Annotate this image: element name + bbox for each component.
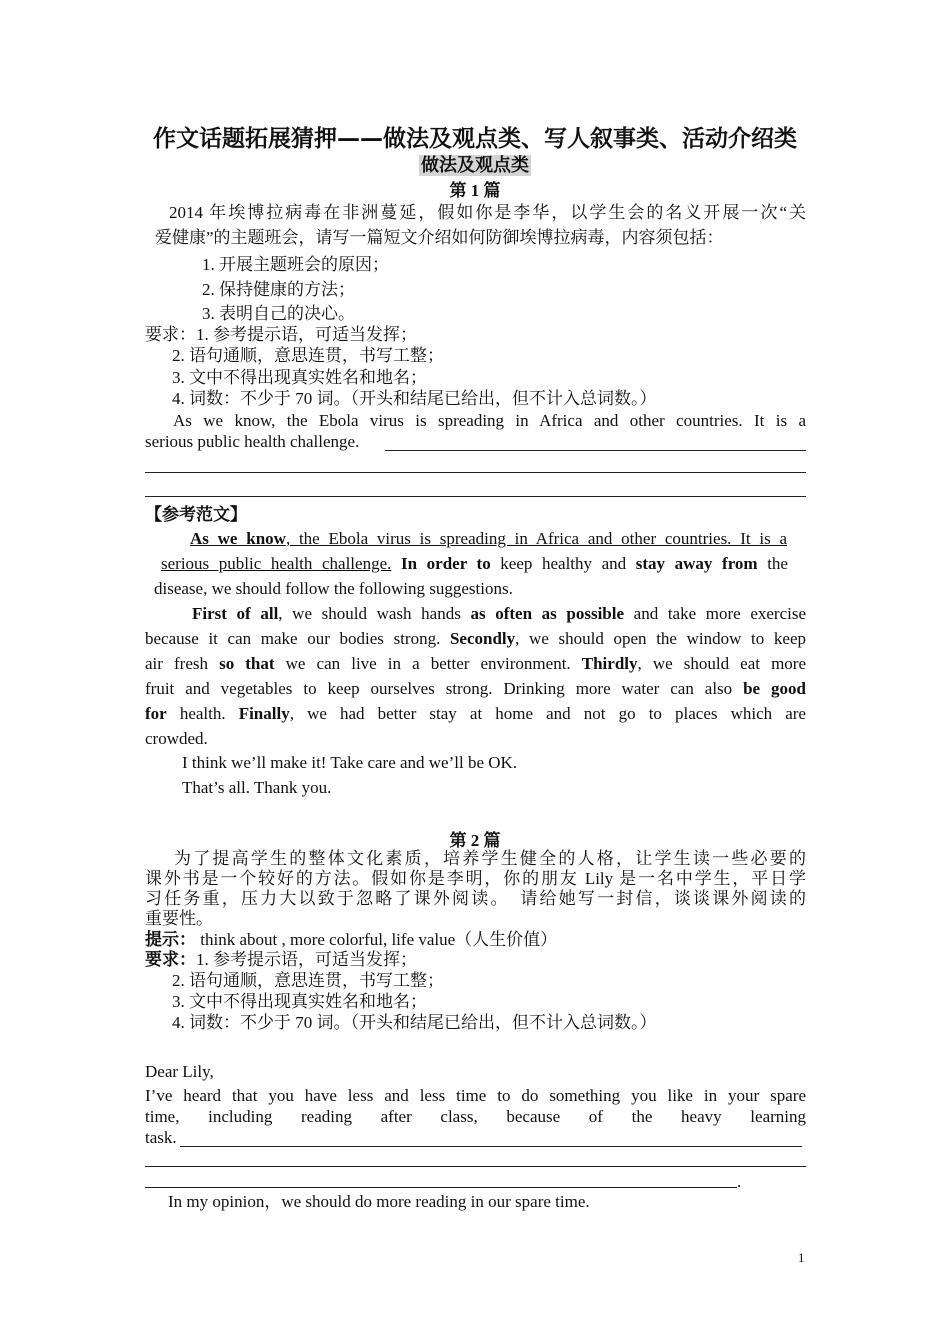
page-number: 1 [798, 1250, 805, 1265]
essay2-prompt-line2: 课外书是一个较好的方法。假如你是李明，你的朋友 Lily 是一名中学生，平日学 [145, 869, 806, 888]
sample-p2-line1 [145, 603, 806, 625]
letter-answer-line-3 [145, 1187, 737, 1188]
sample-p1-b2: stay away from [635, 554, 758, 573]
sample-p1-t2: the [757, 554, 788, 573]
essay1-answer-line-3 [145, 496, 806, 497]
essay1-req-3: 3. 文中不得出现真实姓名和地名； [172, 368, 427, 387]
sample-p2-l2-t1: because it can make our bodies strong. [145, 629, 450, 648]
sample-p2-line6: crowded. [145, 729, 208, 748]
essay1-req-label: 要求： [145, 325, 196, 344]
sample-p1-b1: In order to [400, 554, 491, 573]
sample-p2-l3-t3: , we should eat more [637, 654, 806, 673]
section-title-text: 做法及观点类 [421, 155, 529, 176]
sample-p2-line5 [145, 703, 806, 725]
essay2-prompt-line4: 重要性。 [145, 909, 213, 928]
sample-p1-t1: keep healthy and [490, 554, 636, 573]
sample-p2-l2-t2: , we should open the window to keep [515, 629, 806, 648]
sample-p2-l2-b1: Secondly [449, 629, 516, 648]
essay2-hint-label: 提示： [145, 930, 196, 949]
essay2-prompt-line1: 为了提高学生的整体文化素质，培养学生健全的人格，让学生读一些必要的 [174, 849, 806, 868]
sample-p2-l4-t1: fruit and vegetables to keep ourselves strong. Drinking more water can also [145, 679, 744, 698]
letter-line1: I’ve heard that you have less and less time to do something you like in your spare [145, 1086, 806, 1105]
sample-p2-b2: as often as possible [470, 604, 625, 623]
essay2-heading: 第 2 篇 [449, 831, 501, 850]
sample-p2-line2 [145, 628, 806, 650]
sample-p1-line3: disease, we should follow the following suggestions. [154, 579, 513, 598]
essay1-point-2: 2. 保持健康的方法； [202, 280, 355, 299]
essay2-req-2: 2. 语句通顺，意思连贯，书写工整； [172, 971, 444, 990]
sample-p2-l3-t2: we can live in a better environment. [274, 654, 582, 673]
essay1-start-line1: As we know, the Ebola virus is spreading in Africa and other countries. It is a [173, 411, 806, 430]
essay1-point-3: 3. 表明自己的决心。 [202, 304, 355, 323]
essay1-requirements [145, 324, 417, 346]
sample-p1-line2 [161, 553, 788, 575]
sample-p2-l5-t1: health. [166, 704, 239, 723]
letter-answer-line-2 [145, 1166, 806, 1167]
sample-p4: That’s all. Thank you. [182, 778, 332, 797]
sample-p1-under: serious public health challenge. [161, 554, 392, 573]
essay2-req-label: 要求： [145, 950, 196, 969]
letter-line3: task. [145, 1128, 177, 1147]
letter-answer-line-1 [180, 1146, 802, 1147]
sample-p2-l3-b1: so that [219, 654, 275, 673]
sample-p2-l5-b1: for [145, 704, 167, 723]
sample-p2-t1: , we should wash hands [278, 604, 471, 623]
sample-p2-l5-t2: , we had better stay at home and not go to places which are [289, 704, 806, 723]
sample-p2-l3-b2: Thirdly [581, 654, 638, 673]
sample-p2-b1: First of all [192, 604, 279, 623]
essay1-answer-line-2 [145, 472, 806, 473]
letter-period: . [737, 1172, 742, 1191]
sample-p3: I think we’ll make it! Take care and we’ll be OK. [182, 753, 518, 772]
essay1-answer-line-1 [385, 450, 806, 451]
letter-ending: In my opinion，we should do more reading in our spare time. [168, 1192, 590, 1211]
essay1-req-1: 1. 参考提示语，可适当发挥； [196, 325, 417, 344]
essay1-point-1: 1. 开展主题班会的原因； [202, 255, 389, 274]
letter-line2: time, including reading after class, because of the heavy learning [145, 1107, 806, 1126]
essay2-prompt-line3: 习任务重，压力大以致于忽略了课外阅读。 请给她写一封信，谈谈课外阅读的 [145, 889, 806, 908]
sample-p2-l3-t1: air fresh [145, 654, 220, 673]
sample-p2-l5-b2: Finally [238, 704, 290, 723]
essay1-req-4: 4. 词数：不少于 70 词。（开头和结尾已给出，但不计入总词数。） [172, 389, 657, 408]
essay2-requirements [145, 949, 417, 971]
essay2-req-3: 3. 文中不得出现真实姓名和地名； [172, 992, 427, 1011]
essay1-start-line2: serious public health challenge. [145, 432, 360, 451]
sample-p1-bold: As we know [190, 529, 286, 548]
section-title [0, 151, 950, 177]
letter-greeting: Dear Lily, [145, 1062, 214, 1081]
essay2-req-4: 4. 词数：不少于 70 词。（开头和结尾已给出，但不计入总词数。） [172, 1013, 657, 1032]
essay1-req-2: 2. 语句通顺，意思连贯，书写工整； [172, 346, 444, 365]
sample-p1-line1 [190, 528, 787, 550]
document-title: 作文话题拓展猜押——做法及观点类、写人叙事类、活动介绍类 [153, 126, 797, 152]
essay2-req-1: 1. 参考提示语，可适当发挥； [196, 950, 417, 969]
sample-p2-l4-b1: be good [743, 679, 806, 698]
essay1-prompt-line2: 爱健康”的主题班会，请写一篇短文介绍如何防御埃博拉病毒，内容须包括： [155, 228, 724, 247]
sample-p1-rest: , the Ebola virus is spreading in Africa and other countries. It is a [285, 529, 787, 548]
sample-p2-line3 [145, 653, 806, 675]
essay2-hint [145, 929, 557, 951]
sample-p2-t2: and take more exercise [624, 604, 807, 623]
sample-essay-label: 【参考范文】 [145, 505, 247, 524]
essay1-heading: 第 1 篇 [449, 181, 501, 200]
essay2-hint-text: think about , more colorful, life value（人生价值） [196, 930, 558, 949]
essay1-prompt-line1: 2014 年埃博拉病毒在非洲蔓延，假如你是李华，以学生会的名义开展一次“关 [169, 203, 806, 222]
sample-p2-line4 [145, 678, 806, 700]
